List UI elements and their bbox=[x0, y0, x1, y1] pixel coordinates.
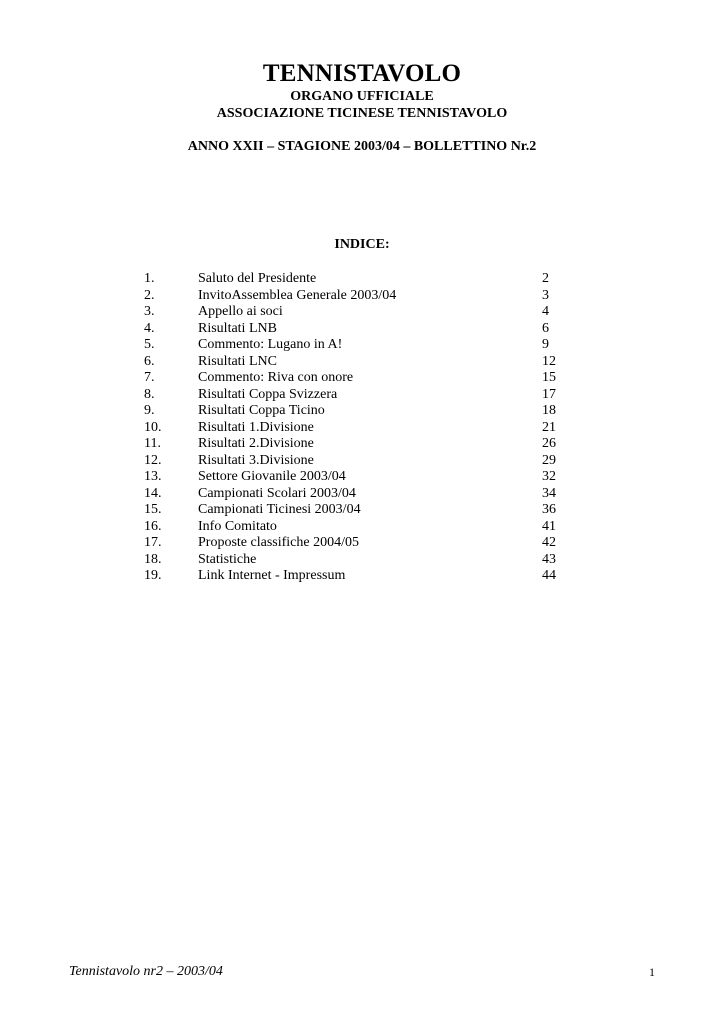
issue-line: ANNO XXII – STAGIONE 2003/04 – BOLLETTINO Nr.2 bbox=[187, 139, 537, 154]
toc-item-page: 6 bbox=[542, 320, 549, 336]
toc-item-page: 41 bbox=[542, 518, 556, 534]
toc-item-number: 5. bbox=[144, 337, 155, 352]
toc-item-page: 42 bbox=[542, 535, 556, 550]
toc-item-number: 1. bbox=[144, 271, 155, 286]
toc-item-page: 12 bbox=[542, 353, 556, 369]
document-subtitle-association: ASSOCIAZIONE TICINESE TENNISTAVOLO bbox=[216, 106, 508, 121]
toc-item-number: 14. bbox=[144, 485, 162, 501]
toc-item bbox=[144, 568, 564, 585]
toc-item bbox=[144, 502, 564, 519]
toc-item-label: Commento: Riva con onore bbox=[198, 370, 354, 385]
toc-item-page: 44 bbox=[542, 568, 556, 583]
toc-item bbox=[144, 486, 564, 503]
toc-item-number: 2. bbox=[144, 287, 155, 303]
toc-item bbox=[144, 271, 564, 288]
toc-item-page: 36 bbox=[542, 502, 556, 517]
document-subtitle-organ: ORGANO UFFICIALE bbox=[290, 89, 434, 104]
toc-item-number: 12. bbox=[144, 452, 162, 468]
toc-item-page: 17 bbox=[542, 386, 556, 402]
document-title: TENNISTAVOLO bbox=[262, 60, 462, 87]
toc-item bbox=[144, 288, 564, 305]
toc-item-label: Proposte classifiche 2004/05 bbox=[198, 535, 359, 550]
toc-item bbox=[144, 403, 564, 420]
toc-item-number: 17. bbox=[144, 535, 162, 550]
toc-item-number: 15. bbox=[144, 502, 162, 517]
toc-item-page: 32 bbox=[542, 469, 556, 484]
toc-item-number: 11. bbox=[144, 436, 161, 451]
toc-item-label: Settore Giovanile 2003/04 bbox=[198, 469, 346, 484]
toc-item-number: 4. bbox=[144, 320, 155, 336]
toc-item-page: 2 bbox=[542, 271, 549, 286]
toc-item bbox=[144, 321, 564, 338]
toc-item-page: 18 bbox=[542, 403, 556, 418]
toc-item-page: 9 bbox=[542, 337, 549, 352]
toc-item-label: Risultati LNB bbox=[198, 320, 277, 336]
toc-item bbox=[144, 337, 564, 354]
toc-item-label: Risultati Coppa Ticino bbox=[198, 403, 325, 418]
footer-page-number: 1 bbox=[649, 965, 655, 979]
toc-item-number: 18. bbox=[144, 551, 162, 567]
toc-item bbox=[144, 354, 564, 371]
toc-item-number: 3. bbox=[144, 304, 155, 319]
toc-item bbox=[144, 535, 564, 552]
toc-item-page: 29 bbox=[542, 452, 556, 468]
toc-item-label: Appello ai soci bbox=[198, 304, 283, 319]
toc-item-label: Link Internet - Impressum bbox=[198, 568, 346, 583]
toc-item-number: 8. bbox=[144, 386, 155, 402]
table-of-contents bbox=[144, 271, 564, 585]
toc-item-label: Risultati 1.Divisione bbox=[198, 419, 314, 435]
toc-item-label: Campionati Ticinesi 2003/04 bbox=[198, 502, 361, 517]
toc-item-number: 10. bbox=[144, 419, 162, 435]
toc-item-label: Risultati LNC bbox=[198, 353, 277, 369]
toc-item bbox=[144, 552, 564, 569]
toc-item-label: Statistiche bbox=[198, 551, 257, 567]
index-heading: INDICE: bbox=[334, 237, 390, 252]
toc-item-number: 7. bbox=[144, 370, 155, 385]
toc-item bbox=[144, 387, 564, 404]
toc-item-page: 21 bbox=[542, 419, 556, 435]
toc-item-page: 15 bbox=[542, 370, 556, 385]
toc-item bbox=[144, 420, 564, 437]
toc-item bbox=[144, 453, 564, 470]
toc-item-page: 43 bbox=[542, 551, 556, 567]
footer-publication: Tennistavolo nr2 – 2003/04 bbox=[69, 964, 223, 979]
toc-item bbox=[144, 436, 564, 453]
toc-item-label: Risultati Coppa Svizzera bbox=[198, 386, 338, 402]
toc-item bbox=[144, 469, 564, 486]
toc-item-number: 16. bbox=[144, 518, 162, 534]
toc-item-number: 13. bbox=[144, 469, 162, 484]
toc-item-page: 26 bbox=[542, 436, 556, 451]
toc-item-label: Commento: Lugano in A! bbox=[198, 337, 343, 352]
toc-item bbox=[144, 370, 564, 387]
toc-item-page: 34 bbox=[542, 485, 556, 501]
toc-item-page: 3 bbox=[542, 287, 549, 303]
toc-item-number: 6. bbox=[144, 353, 155, 369]
toc-item-label: Risultati 2.Divisione bbox=[198, 436, 314, 451]
toc-item bbox=[144, 519, 564, 536]
toc-item-number: 9. bbox=[144, 403, 155, 418]
toc-item-label: Risultati 3.Divisione bbox=[198, 452, 314, 468]
toc-item-number: 19. bbox=[144, 568, 162, 583]
toc-item bbox=[144, 304, 564, 321]
toc-item-label: Saluto del Presidente bbox=[198, 271, 317, 286]
toc-item-page: 4 bbox=[542, 304, 549, 319]
toc-item-label: InvitoAssemblea Generale 2003/04 bbox=[198, 287, 397, 303]
toc-item-label: Campionati Scolari 2003/04 bbox=[198, 485, 356, 501]
toc-item-label: Info Comitato bbox=[198, 518, 277, 534]
